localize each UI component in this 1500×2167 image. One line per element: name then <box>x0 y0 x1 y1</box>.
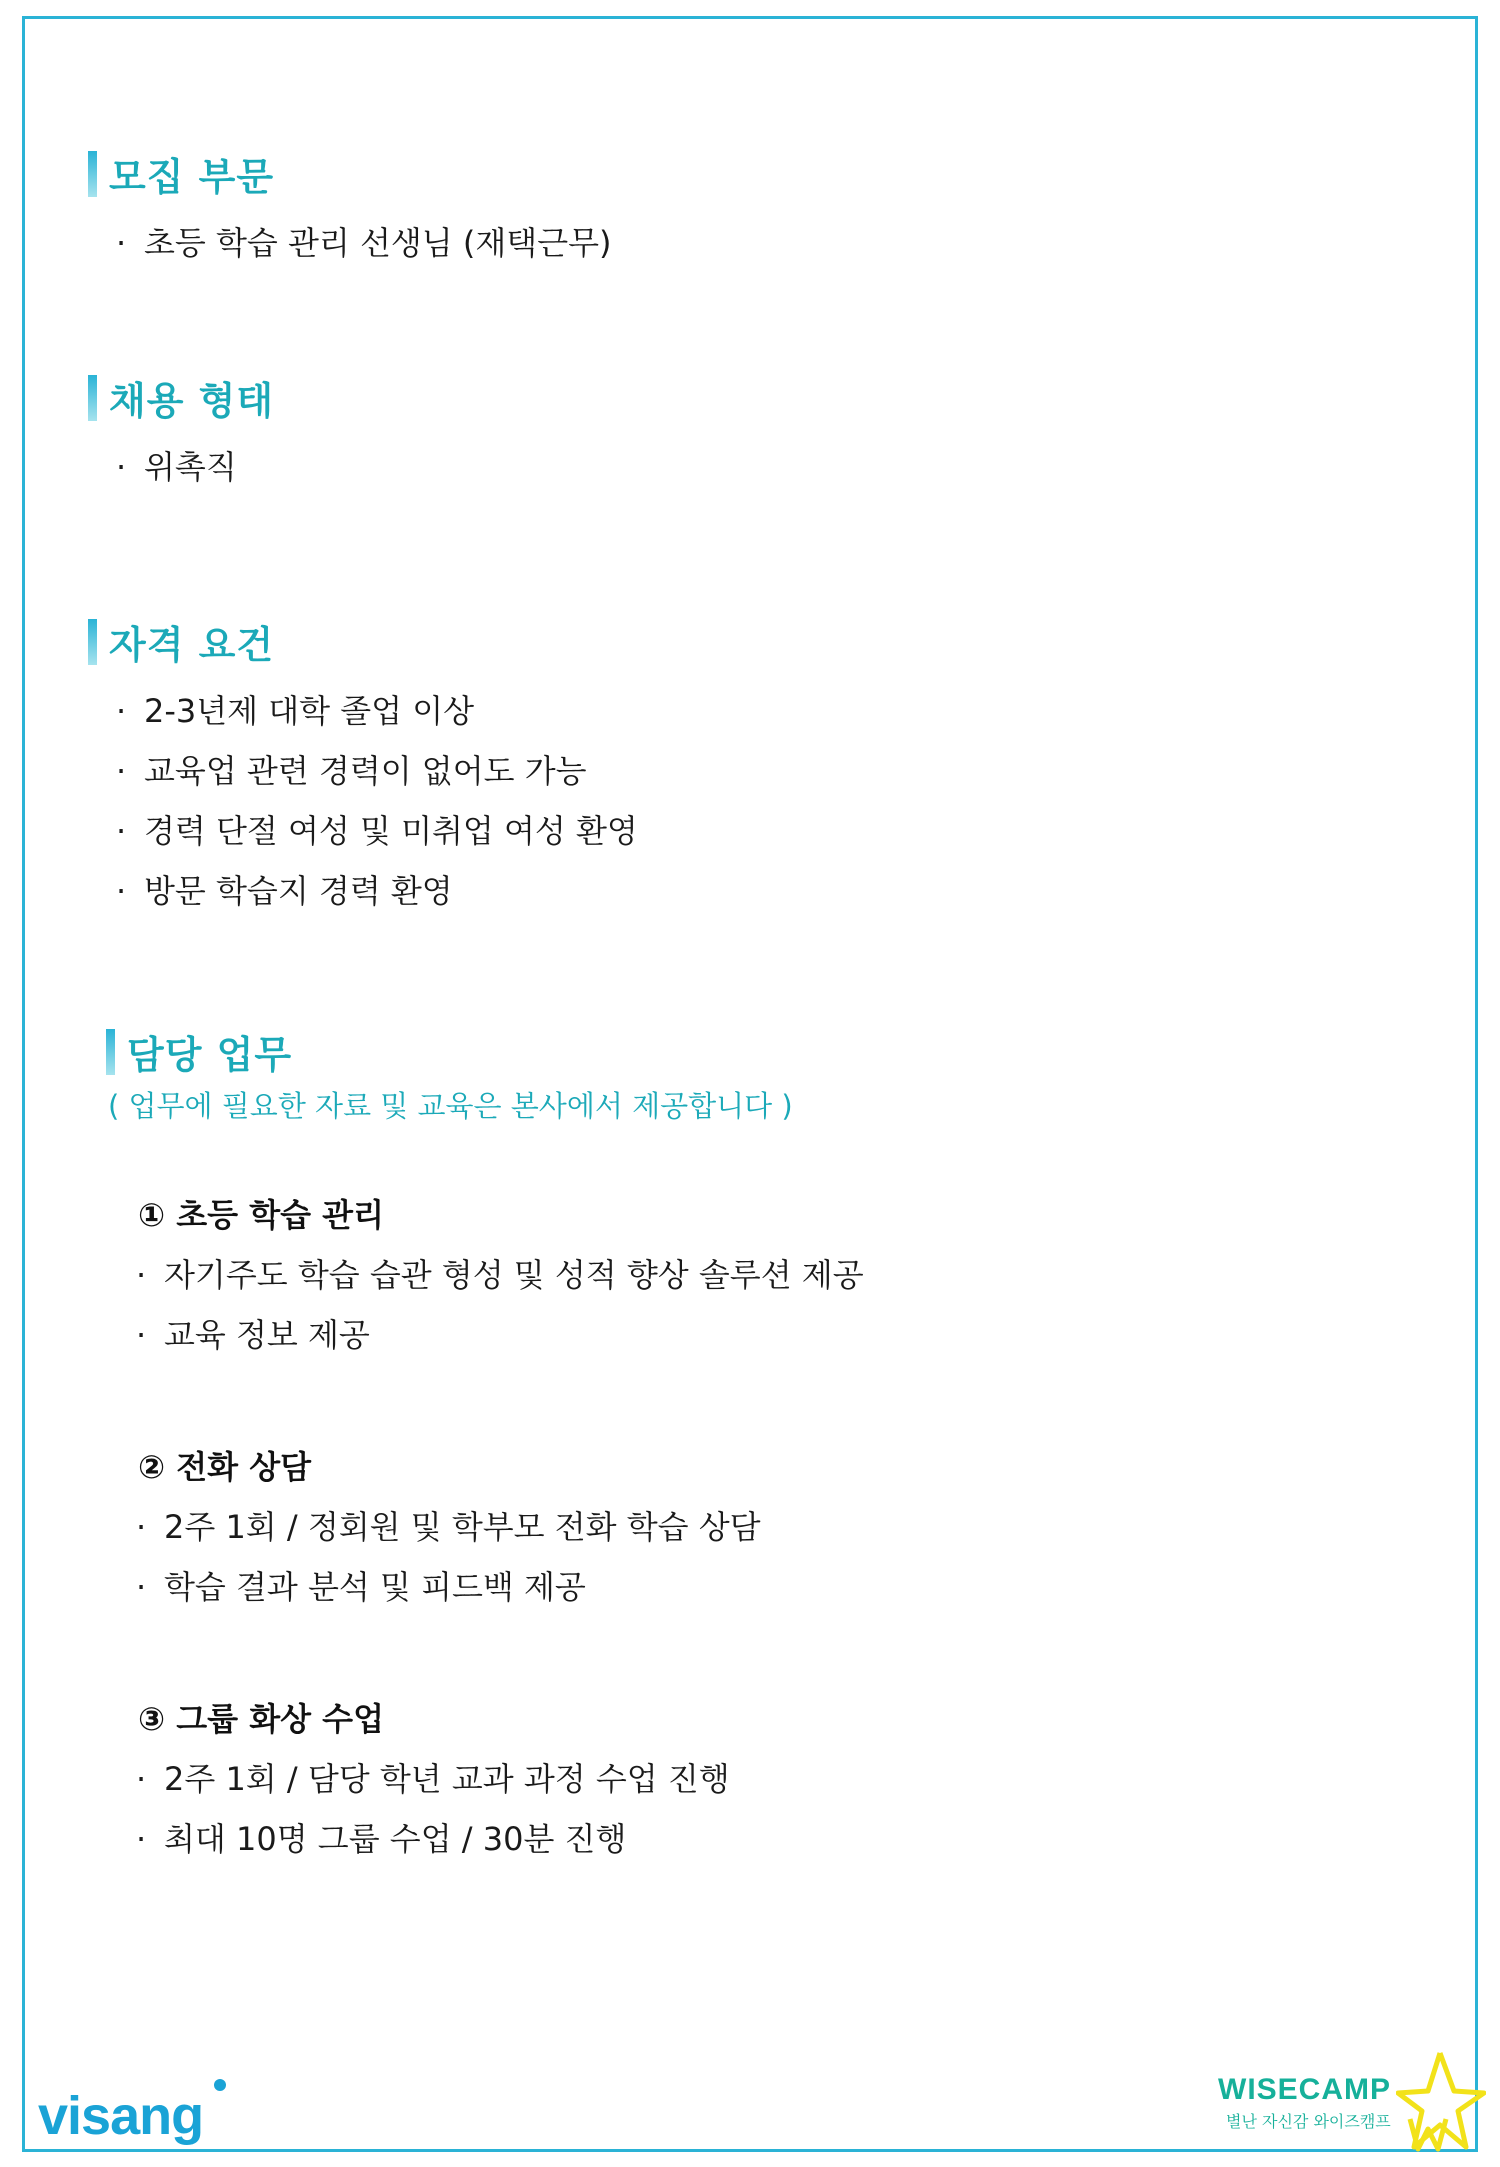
item-text: 자기주도 학습 습관 형성 및 성적 향상 솔루션 제공 <box>164 1256 864 1294</box>
section-bar <box>88 375 97 421</box>
item-text: 교육업 관련 경력이 없어도 가능 <box>144 752 587 790</box>
item-text: 2-3년제 대학 졸업 이상 <box>144 692 475 730</box>
bullet-dot: · <box>136 1508 147 1546</box>
duty-group-heading: ③ 그룹 화상 수업 <box>138 1700 384 1738</box>
duty-item <box>136 1250 864 1296</box>
duty-item <box>136 1754 730 1800</box>
duty-item <box>136 1502 761 1548</box>
section-title-text: 자격 요건 <box>109 623 275 667</box>
duty-item <box>136 1310 370 1356</box>
section-bar <box>88 619 97 665</box>
bullet-dot: · <box>136 1760 147 1798</box>
logo-dot-icon <box>214 2079 226 2091</box>
bullet-dot: · <box>136 1256 147 1294</box>
qualification-item <box>116 866 453 912</box>
bullet-dot: · <box>116 752 127 790</box>
qualification-item <box>116 806 638 852</box>
duty-group-heading: ① 초등 학습 관리 <box>138 1196 384 1234</box>
duty-item <box>136 1562 586 1608</box>
item-text: 2주 1회 / 담당 학년 교과 과정 수업 진행 <box>164 1760 730 1798</box>
bullet-dot: · <box>136 1568 147 1606</box>
employment-item <box>116 442 237 488</box>
section-bar <box>106 1029 115 1075</box>
item-text: 학습 결과 분석 및 피드백 제공 <box>164 1568 586 1606</box>
section-title-text: 담당 업무 <box>127 1033 293 1077</box>
bullet-dot: · <box>116 872 127 910</box>
item-text: 방문 학습지 경력 환영 <box>144 872 453 910</box>
wisecamp-logo <box>1218 2073 1391 2132</box>
wisecamp-logo-name: WISECAMP <box>1218 2073 1391 2106</box>
item-text: 교육 정보 제공 <box>164 1316 370 1354</box>
item-text: 2주 1회 / 정회원 및 학부모 전화 학습 상담 <box>164 1508 761 1546</box>
bullet-dot: · <box>136 1316 147 1354</box>
recruit-item <box>116 218 612 264</box>
duty-item <box>136 1814 626 1860</box>
item-text: 초등 학습 관리 선생님 (재택근무) <box>144 224 612 262</box>
section-title-text: 채용 형태 <box>109 379 275 423</box>
qualification-item <box>116 686 474 732</box>
bullet-dot: · <box>116 224 127 262</box>
bullet-dot: · <box>116 812 127 850</box>
item-text: 경력 단절 여성 및 미취업 여성 환영 <box>144 812 638 850</box>
wisecamp-logo-tagline: 별난 자신감 와이즈캠프 <box>1226 2112 1391 2131</box>
star-icon <box>1396 2049 1486 2159</box>
qualification-item <box>116 746 587 792</box>
section-bar <box>88 151 97 197</box>
item-text: 최대 10명 그룹 수업 / 30분 진행 <box>164 1820 627 1858</box>
section-qualification-title <box>88 614 274 669</box>
section-title-text: 모집 부문 <box>109 155 275 199</box>
visang-logo <box>38 2085 203 2147</box>
visang-logo-text: visang <box>38 2086 204 2146</box>
section-duties-title <box>106 1024 292 1079</box>
bullet-dot: · <box>136 1820 147 1858</box>
section-recruit-title <box>88 146 274 201</box>
duty-group-heading: ② 전화 상담 <box>138 1448 312 1486</box>
item-text: 위촉직 <box>144 448 237 486</box>
bullet-dot: · <box>116 692 127 730</box>
section-employment-title <box>88 370 274 425</box>
bullet-dot: · <box>116 448 127 486</box>
duties-note: ( 업무에 필요한 자료 및 교육은 본사에서 제공합니다 ) <box>108 1089 793 1123</box>
